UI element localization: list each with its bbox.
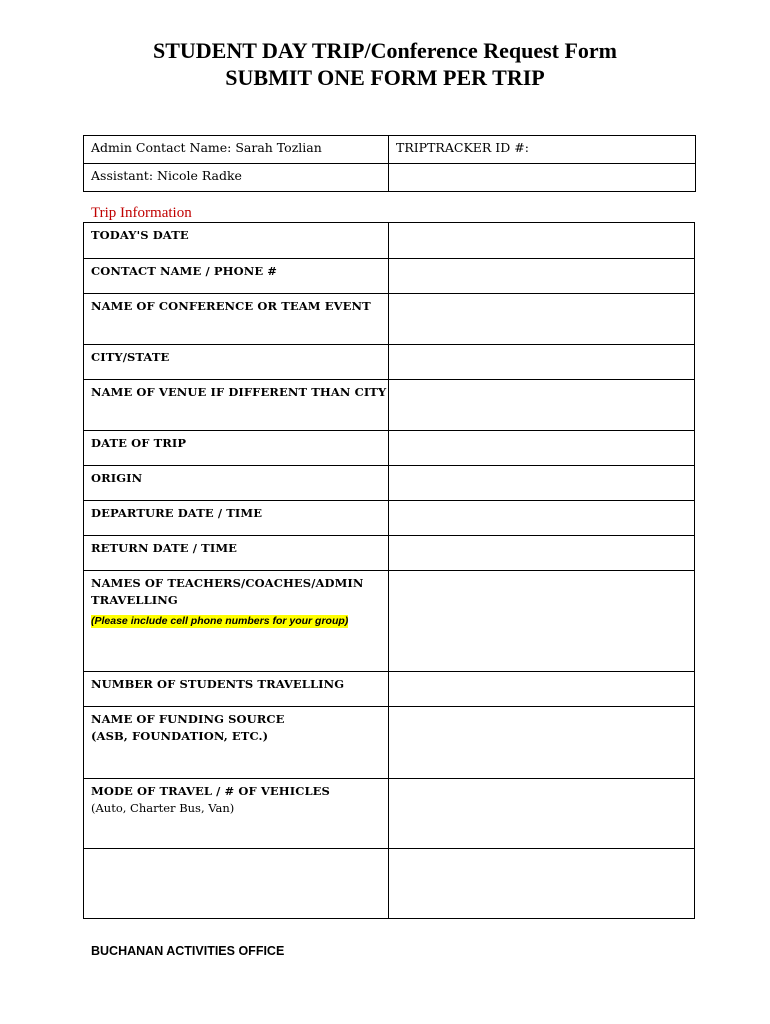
todays-date-field[interactable] [389, 223, 695, 259]
assistant-cell [84, 164, 389, 192]
triptracker-cell[interactable] [389, 136, 696, 164]
trip-information-table [83, 222, 695, 919]
label-cell [84, 501, 389, 536]
conference-name-label: NAME OF CONFERENCE OR TEAM EVENT [91, 299, 371, 313]
row-date-of-trip [84, 431, 695, 466]
label-cell [84, 259, 389, 294]
triptracker-id-label: TRIPTRACKER ID #: [396, 140, 529, 155]
row-staff-travelling [84, 571, 695, 672]
contact-name-phone-field[interactable] [389, 259, 695, 294]
assistant-name: Assistant: Nicole Radke [91, 168, 242, 183]
assistant-value-cell[interactable] [389, 164, 696, 192]
label-cell [84, 466, 389, 501]
conference-name-field[interactable] [389, 294, 695, 345]
label-cell [84, 431, 389, 466]
form-title: STUDENT DAY TRIP/Conference Request Form [152, 38, 618, 63]
row-conference-name [84, 294, 695, 345]
origin-label: ORIGIN [91, 471, 143, 485]
city-state-field[interactable] [389, 345, 695, 380]
staff-travelling-label-line1: NAMES OF TEACHERS/COACHES/ADMIN [91, 576, 364, 590]
todays-date-label: TODAY'S DATE [91, 228, 189, 242]
row-mode-of-travel [84, 779, 695, 849]
row-number-of-students [84, 672, 695, 707]
label-cell [84, 380, 389, 431]
city-state-label: CITY/STATE [91, 350, 170, 364]
row-return [84, 536, 695, 571]
mode-of-travel-options: (Auto, Charter Bus, Van) [91, 801, 235, 815]
contact-name-phone-label: CONTACT NAME / PHONE # [91, 264, 278, 278]
label-cell [84, 707, 389, 779]
date-of-trip-label: DATE OF TRIP [91, 436, 187, 450]
label-cell [84, 345, 389, 380]
admin-row-assistant [84, 164, 696, 192]
admin-info-table [83, 135, 696, 192]
mode-of-travel-label: MODE OF TRAVEL / # OF VEHICLES [91, 784, 330, 798]
trip-information-heading: Trip Information [91, 205, 192, 221]
funding-source-field[interactable] [389, 707, 695, 779]
row-departure [84, 501, 695, 536]
venue-name-field[interactable] [389, 380, 695, 431]
return-label: RETURN DATE / TIME [91, 541, 238, 555]
label-cell [84, 672, 389, 707]
funding-source-label-line1: NAME OF FUNDING SOURCE [91, 712, 285, 726]
label-cell [84, 294, 389, 345]
mode-of-travel-field[interactable] [389, 779, 695, 849]
label-cell [84, 571, 389, 672]
admin-contact-name: Admin Contact Name: Sarah Tozlian [91, 140, 322, 155]
number-of-students-label: NUMBER OF STUDENTS TRAVELLING [91, 677, 345, 691]
date-of-trip-field[interactable] [389, 431, 695, 466]
venue-name-label: NAME OF VENUE IF DIFFERENT THAN CITY [91, 385, 387, 399]
row-city-state [84, 345, 695, 380]
staff-travelling-field[interactable] [389, 571, 695, 672]
admin-contact-cell [84, 136, 389, 164]
row-contact-name-phone [84, 259, 695, 294]
row-origin [84, 466, 695, 501]
row-blank [84, 849, 695, 919]
staff-travelling-label-line2: TRAVELLING [91, 593, 178, 607]
row-todays-date [84, 223, 695, 259]
label-cell [84, 223, 389, 259]
return-field[interactable] [389, 536, 695, 571]
cell-phone-note: (Please include cell phone numbers for your group) [91, 615, 349, 627]
blank-label-field[interactable] [84, 849, 389, 919]
label-cell [84, 536, 389, 571]
footer-office-name: BUCHANAN ACTIVITIES OFFICE [91, 944, 285, 958]
origin-field[interactable] [389, 466, 695, 501]
funding-source-label-line2: (ASB, FOUNDATION, ETC.) [91, 729, 269, 743]
row-funding-source [84, 707, 695, 779]
row-venue-name [84, 380, 695, 431]
departure-label: DEPARTURE DATE / TIME [91, 506, 263, 520]
label-cell [84, 779, 389, 849]
form-subtitle: SUBMIT ONE FORM PER TRIP [225, 65, 545, 90]
blank-value-field[interactable] [389, 849, 695, 919]
admin-row-contact [84, 136, 696, 164]
departure-field[interactable] [389, 501, 695, 536]
number-of-students-field[interactable] [389, 672, 695, 707]
